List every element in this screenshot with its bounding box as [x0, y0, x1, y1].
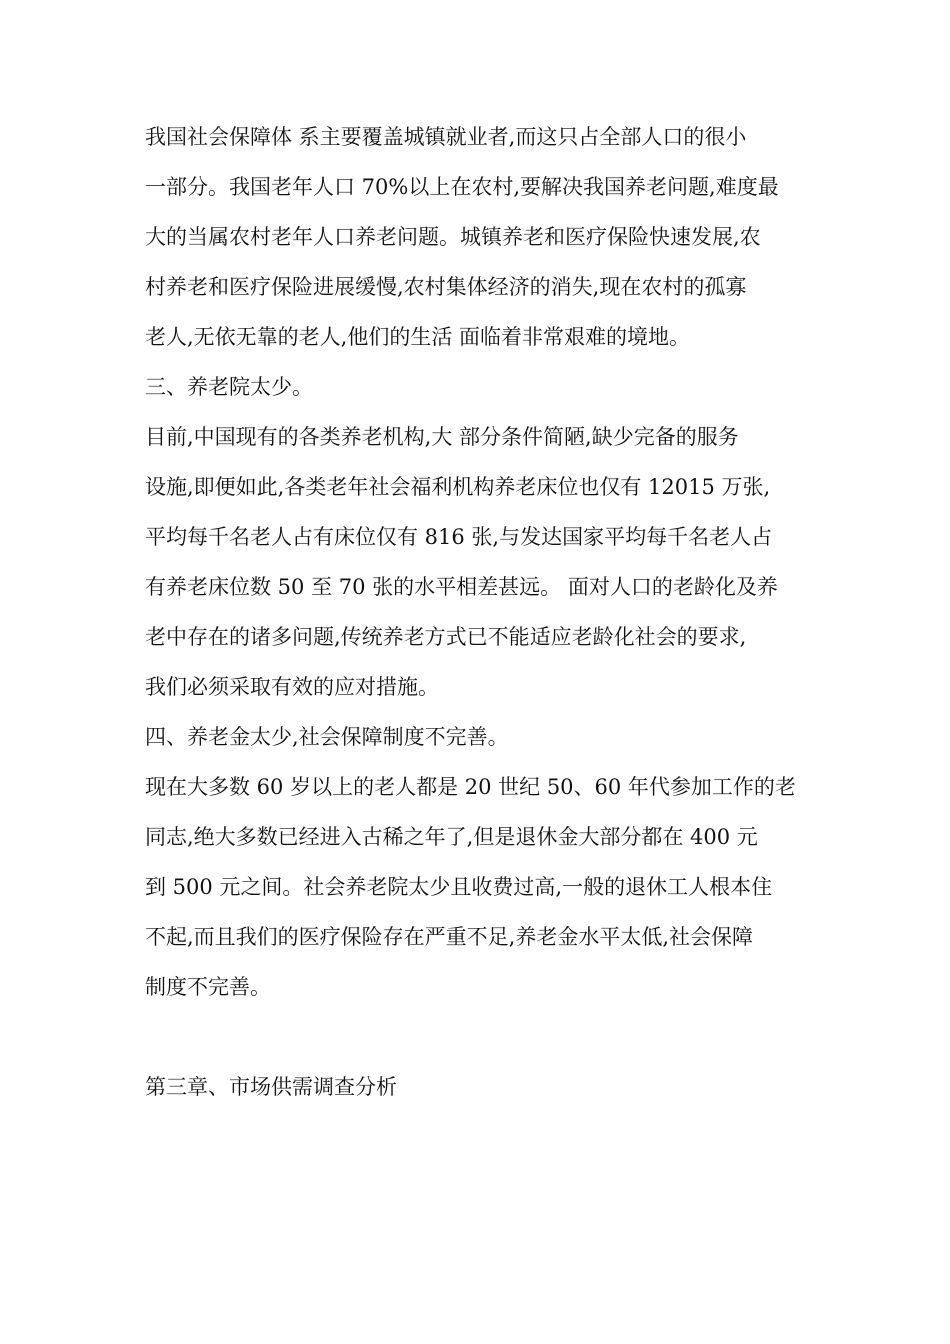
section-heading-4: 四、养老金太少,社会保障制度不完善。	[145, 725, 509, 749]
text-line: 有养老床位数 50 至 70 张的水平相差甚远。 面对人口的老龄化及养	[145, 575, 778, 599]
text-line: 我们必须采取有效的应对措施。	[145, 675, 439, 699]
text-line: 村养老和医疗保险进展缓慢,农村集体经济的消失,现在农村的孤寡	[145, 275, 747, 299]
text-line: 到 500 元之间。社会养老院太少且收费过高,一般的退休工人根本住	[145, 875, 773, 899]
text-line: 一部分。我国老年人口 70%以上在农村,要解决我国养老问题,难度最	[145, 175, 779, 199]
text-line: 同志,绝大多数已经进入古稀之年了,但是退休金大部分都在 400 元	[145, 825, 758, 849]
chapter-heading: 第三章、市场供需调查分析	[145, 1075, 397, 1099]
text-line: 我国社会保障体 系主要覆盖城镇就业者,而这只占全部人口的很小	[145, 125, 747, 149]
text-line: 目前,中国现有的各类养老机构,大 部分条件简陋,缺少完备的服务	[145, 425, 739, 449]
text-line: 制度不完善。	[145, 975, 271, 999]
text-line: 现在大多数 60 岁以上的老人都是 20 世纪 50、60 年代参加工作的老	[145, 775, 796, 799]
text-line: 设施,即便如此,各类老年社会福利机构养老床位也仅有 12015 万张,	[145, 475, 771, 499]
text-line: 不起,而且我们的医疗保险存在严重不足,养老金水平太低,社会保障	[145, 925, 754, 949]
section-heading-3: 三、养老院太少。	[145, 375, 313, 399]
text-line: 平均每千名老人占有床位仅有 816 张,与发达国家平均每千名老人占	[145, 525, 773, 549]
text-line: 老人,无依无靠的老人,他们的生活 面临着非常艰难的境地。	[145, 325, 691, 349]
text-line: 老中存在的诸多问题,传统养老方式已不能适应老龄化社会的要求,	[145, 625, 747, 649]
text-line: 大的当属农村老年人口养老问题。城镇养老和医疗保险快速发展,农	[145, 225, 761, 249]
